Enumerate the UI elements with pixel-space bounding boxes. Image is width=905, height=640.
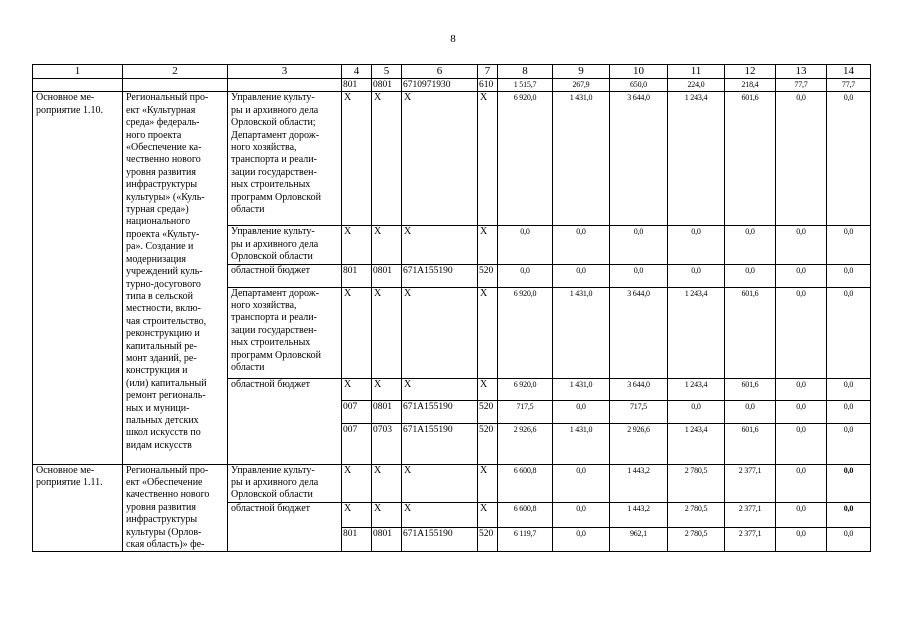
table-cell: X [478,502,498,528]
table-cell: 520 [478,400,498,423]
table-cell: 0,0 [776,423,827,464]
table-cell: 0,0 [610,264,668,287]
table-cell: 0,0 [668,264,725,287]
table-cell [33,79,123,92]
table-cell: 0,0 [668,400,725,423]
table-row [33,79,871,92]
table-cell: 2 377,1 [725,502,776,528]
executor-cell: Департамент дорож- ного хозяйства, транспорта и реали- зации государствен- ных строительных программ Орловской области [228,287,342,378]
table-cell: 1 243,4 [668,287,725,378]
table-cell: X [372,464,402,502]
project-description: Региональный про- ект «Обеспечение качественно нового уровня развития инфраструктуры культуры (Орлов- ская область)» фе- [123,464,228,552]
col-header: 11 [668,65,725,79]
table-cell: X [478,464,498,502]
table-cell: X [342,287,372,378]
project-description: Региональный про- ект «Культурная среда» федераль- ного проекта «Обеспечение ка- чественно нового уровня развития инфраструктуры культуры» («Куль- турная среда») национального проекта «Культу- ра». Создание и модернизация учреждений куль- турно-досугового типа в сельской местности, вклю- чая строительство, реконструкцию и капитальный ре- монт зданий, ре- конструкция и (или) капитальный ремонт региональ- ных и муници- пальных детских школ искусств по видам искусств [123,92,228,464]
col-header: 13 [776,65,827,79]
table-cell: 610 [478,79,498,92]
table-cell: 717,5 [610,400,668,423]
table-cell: 0,0 [827,264,871,287]
executor-cell: Управление культу- ры и архивного дела Орловской области [228,226,342,264]
table-cell: 1 443,2 [610,502,668,528]
table-cell: 0,0 [827,92,871,226]
executor-cell: Управление культу- ры и архивного дела Орловской области [228,464,342,502]
table-cell: 0,0 [553,400,610,423]
table-cell: 0801 [372,528,402,552]
budget-table [32,64,871,552]
table-cell: 0,0 [827,378,871,400]
table-cell: X [372,287,402,378]
page-number: 8 [450,33,456,45]
table-cell: 6 600,8 [498,502,553,528]
table-cell: 0,0 [610,226,668,264]
col-header: 10 [610,65,668,79]
table-cell: 0,0 [827,528,871,552]
table-cell: X [402,287,478,378]
table-cell: 0,0 [827,423,871,464]
table-cell: 0,0 [776,502,827,528]
table-cell [123,79,228,92]
table-cell: 0,0 [827,226,871,264]
table-cell: 650,0 [610,79,668,92]
table-cell: 3 644,0 [610,92,668,226]
table-cell: 3 644,0 [610,287,668,378]
col-header: 9 [553,65,610,79]
table-cell: 6 600,8 [498,464,553,502]
table-cell: X [372,378,402,400]
table-cell: 671A155190 [402,423,478,464]
table-cell: 801 [342,528,372,552]
table-cell: X [478,378,498,400]
table-cell: 1 443,2 [610,464,668,502]
table-cell: 801 [342,264,372,287]
table-row [33,92,871,226]
table-cell: 520 [478,528,498,552]
table-cell: 0,0 [827,287,871,378]
table-cell: 224,0 [668,79,725,92]
table-cell: X [372,92,402,226]
table-cell: X [402,92,478,226]
table-cell: 218,4 [725,79,776,92]
table-cell: 671A155190 [402,264,478,287]
table-cell: 0,0 [725,400,776,423]
table-cell: 0,0 [827,400,871,423]
table-cell: 0,0 [553,264,610,287]
header-row [33,65,871,79]
table-cell: 007 [342,423,372,464]
table-cell: 2 780,5 [668,464,725,502]
table-cell: 0,0 [776,378,827,400]
table-cell: 0703 [372,423,402,464]
table-cell: 1 243,4 [668,423,725,464]
table-cell: 0,0 [553,464,610,502]
table-cell: 77,7 [776,79,827,92]
table-cell: 1 431,0 [553,287,610,378]
table-cell: 0,0 [553,528,610,552]
col-header: 4 [342,65,372,79]
table-cell: X [342,464,372,502]
table-cell: X [402,378,478,400]
table-cell: 962,1 [610,528,668,552]
table-cell: 2 926,6 [498,423,553,464]
table-cell: 0801 [372,79,402,92]
table-cell: 1 431,0 [553,378,610,400]
table-cell: X [342,378,372,400]
table-cell: 2 377,1 [725,464,776,502]
table-cell: 0,0 [776,464,827,502]
table-cell: X [342,92,372,226]
table-cell: 3 644,0 [610,378,668,400]
funding-source: областной бюджет [228,378,342,464]
col-header: 6 [402,65,478,79]
table-cell: X [372,502,402,528]
table-cell: 671A155190 [402,400,478,423]
table-cell: 0,0 [725,264,776,287]
table-cell: 0,0 [668,226,725,264]
table-cell: 6 920,0 [498,287,553,378]
table-cell: 1 431,0 [553,92,610,226]
table-cell: 0,0 [827,464,871,502]
table-cell: 2 926,6 [610,423,668,464]
table-cell: 6710971930 [402,79,478,92]
table-cell: 1 431,0 [553,423,610,464]
table-cell: 601,6 [725,378,776,400]
executor-cell: Управление культу- ры и архивного дела Орловской области; Департамент дорож- ного хозяйства, транспорта и реали- зации государствен- ных строительных программ Орловской области [228,92,342,226]
table-cell: X [402,502,478,528]
table-cell: 0801 [372,264,402,287]
table-cell: 1 243,4 [668,92,725,226]
col-header: 1 [33,65,123,79]
table-cell: 0,0 [776,400,827,423]
table-cell: 0,0 [553,502,610,528]
col-header: 14 [827,65,871,79]
table-cell: X [342,502,372,528]
table-cell: X [402,464,478,502]
table-cell: 520 [478,423,498,464]
table-cell: X [478,92,498,226]
table-cell: 601,6 [725,92,776,226]
table-cell: X [372,226,402,264]
table-cell: 6 920,0 [498,92,553,226]
funding-source: областной бюджет [228,264,342,287]
table-cell: 0,0 [776,528,827,552]
table-cell: 0,0 [776,287,827,378]
table-row [33,464,871,502]
table-cell: 0,0 [553,226,610,264]
col-header: 8 [498,65,553,79]
table-cell: 520 [478,264,498,287]
table-cell: 007 [342,400,372,423]
table-cell: 2 780,5 [668,502,725,528]
table-cell: 0,0 [498,264,553,287]
table-cell: 0,0 [827,502,871,528]
table-cell: 1 243,4 [668,378,725,400]
table-cell: X [478,287,498,378]
table-cell: 2 780,5 [668,528,725,552]
table-cell: 0801 [372,400,402,423]
col-header: 3 [228,65,342,79]
funding-source: областной бюджет [228,502,342,552]
table-cell: 717,5 [498,400,553,423]
table-cell: 0,0 [776,264,827,287]
table-cell: X [402,226,478,264]
table-cell: 671A155190 [402,528,478,552]
table-cell: X [342,226,372,264]
table-cell: 6 119,7 [498,528,553,552]
table-cell: 0,0 [776,226,827,264]
table-cell: 801 [342,79,372,92]
table-cell: 6 920,0 [498,378,553,400]
col-header: 12 [725,65,776,79]
col-header: 2 [123,65,228,79]
table-cell: 267,9 [553,79,610,92]
activity-name: Основное ме- роприятие 1.11. [33,464,123,552]
table-cell: 2 377,1 [725,528,776,552]
table-cell: 0,0 [776,92,827,226]
table-cell: 0,0 [498,226,553,264]
table-cell: X [478,226,498,264]
activity-name: Основное ме- роприятие 1.10. [33,92,123,464]
col-header: 5 [372,65,402,79]
table-cell [228,79,342,92]
table-cell: 77,7 [827,79,871,92]
table-cell: 0,0 [725,226,776,264]
col-header: 7 [478,65,498,79]
table-cell: 601,6 [725,423,776,464]
table-cell: 1 515,7 [498,79,553,92]
table-cell: 601,6 [725,287,776,378]
